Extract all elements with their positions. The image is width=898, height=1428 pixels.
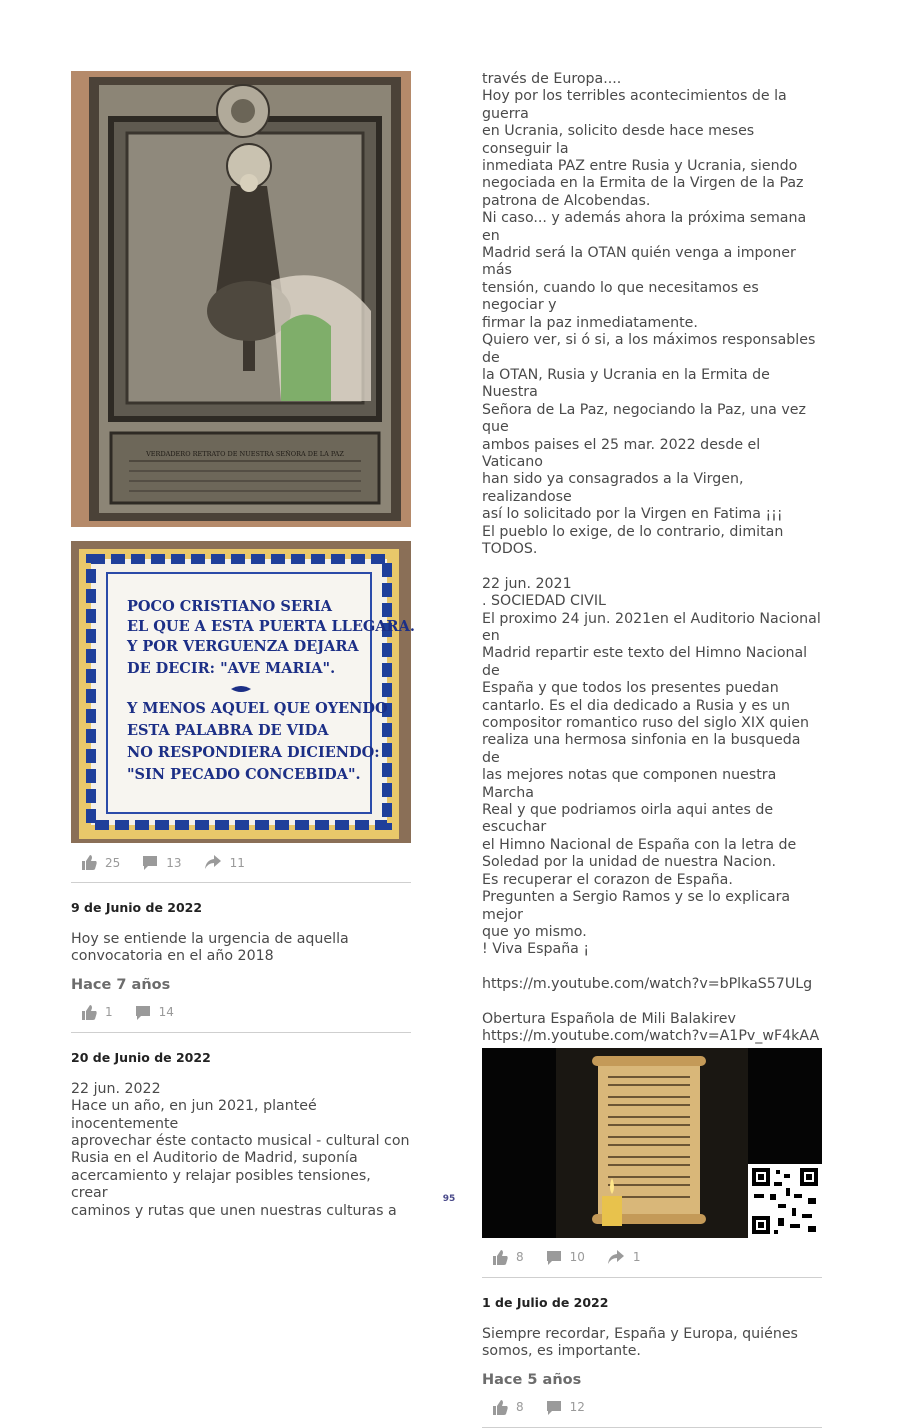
- comment-button[interactable]: [135, 1005, 174, 1020]
- comment-count: 14: [158, 1005, 174, 1020]
- right-column: [482, 71, 822, 1428]
- tile-line-2: EL QUE A ESTA PUERTA LLEGARA.: [127, 618, 415, 635]
- comment-icon: [546, 1400, 562, 1415]
- video-thumbnail[interactable]: [482, 1048, 822, 1238]
- post-stats: [482, 1388, 822, 1428]
- like-button[interactable]: [492, 1250, 524, 1265]
- tile-plaque-photo: [71, 541, 415, 843]
- post-stats: [71, 843, 411, 883]
- post-date: 1 de Julio de 2022: [482, 1294, 609, 1310]
- share-icon: [204, 855, 222, 870]
- like-count: 8: [516, 1400, 524, 1415]
- share-count: 1: [632, 1250, 641, 1265]
- post-continued-text: través de Europa.... Hoy por los terribles acontecimientos de la guerra en Ucrania, solicito desde hace meses conseguir la inmediata PAZ entre Rusia y Ucrania, siendo negociada en la Ermita de la Virgen de la Paz patrona de Alcobendas. Ni caso... y además ahora la próxima semana en Madrid será la OTAN quién venga a imponer más tensión, cuando lo que necesitamos es negociar y firmar la paz inmediatamente. Quiero ver, si ó si, a los máximos responsables de la OTAN, Rusia y Ucrania en la Ermita de Nuestra Señora de La Paz, negociando la Paz, una vez que ambos paises el 25 mar. 2022 desde el Vaticano han sido ya consagrados a la Virgen, realizandose así lo solicitado por la Virgen en Fatima ¡¡¡ El pueblo lo exige, de lo contrario, dimitan TODOS. 22 jun. 2021 . SOCIEDAD CIVIL El proximo 24 jun. 2021en el Auditorio Nacional en Madrid repartir este texto del Himno Nacional de España y que todos los presentes puedan cantarlo. Es el dia dedicado a Rusia y es un compositor romantico ruso del siglo XIX quien realiza una hermosa sinfonia en la busqueda de las mejores notas que componen nuestra Marcha Real y que podriamos oirla aqui antes de escuchar el Himno Nacional de España con la letra de Soledad por la unidad de nuestra Nacion. Es recuperar el corazon de España. Pregunten a Sergio Ramos y se lo explicara mejor que yo mismo. ! Viva España ¡ https://m.youtube.com/watch?v=bPlkaS57ULg Obertura Española de Mili Balakirev https://m.youtube.com/watch?v=A1Pv_wF4kAA: [482, 71, 821, 1045]
- thumbs-up-icon: [492, 1400, 508, 1415]
- like-button[interactable]: [81, 855, 120, 870]
- tile-line-3: Y POR VERGUENZA DEJARA: [127, 638, 359, 655]
- comment-button[interactable]: [142, 855, 181, 870]
- comment-button[interactable]: [546, 1250, 585, 1265]
- thumbs-up-icon: [81, 855, 97, 870]
- comment-count: 10: [569, 1250, 585, 1265]
- thumbs-up-icon: [492, 1250, 508, 1265]
- post-text: Siempre recordar, España y Europa, quiénes somos, es importante.: [482, 1325, 798, 1360]
- comment-icon: [546, 1250, 562, 1265]
- share-icon: [607, 1250, 625, 1265]
- share-count: 11: [229, 855, 245, 870]
- post-text: Hoy se entiende la urgencia de aquella convocatoria en el año 2018: [71, 931, 349, 965]
- post-stats: [482, 1238, 822, 1278]
- tile-line-4: DE DECIR: "AVE MARIA".: [127, 660, 336, 677]
- framed-print-photo: [71, 71, 411, 527]
- post-date: 20 de Junio de 2022: [71, 1049, 211, 1065]
- like-button[interactable]: [81, 1005, 113, 1020]
- like-count: 25: [105, 855, 121, 870]
- tile-line-5: Y MENOS AQUEL QUE OYENDO: [127, 700, 388, 717]
- tile-line-6: ESTA PALABRA DE VIDA: [127, 722, 329, 739]
- like-count: 1: [105, 1005, 113, 1020]
- share-button[interactable]: [607, 1250, 641, 1265]
- comment-button[interactable]: [546, 1400, 585, 1415]
- like-count: 8: [516, 1250, 524, 1265]
- post-age: Hace 7 años: [71, 976, 171, 993]
- left-column: [71, 71, 415, 1220]
- thumbs-up-icon: [81, 1005, 97, 1020]
- post-date: 9 de Junio de 2022: [71, 900, 203, 915]
- post-age: Hace 5 años: [482, 1371, 582, 1388]
- page-number: 95: [442, 1194, 456, 1204]
- share-button[interactable]: [204, 855, 245, 870]
- comment-count: 12: [569, 1400, 585, 1415]
- tile-line-1: POCO CRISTIANO SERIA: [127, 598, 332, 615]
- comment-count: 13: [166, 855, 182, 870]
- like-button[interactable]: [492, 1400, 524, 1415]
- post-stats: [71, 993, 411, 1033]
- tile-line-8: "SIN PECADO CONCEBIDA".: [127, 766, 361, 783]
- comment-icon: [135, 1005, 151, 1020]
- print-caption: VERDADERO RETRATO DE NUESTRA SEÑORA DE LA PAZ: [146, 450, 344, 458]
- post-text: 22 jun. 2022 Hace un año, en jun 2021, planteé inocentemente aprovechar éste contacto musical - cultural con Rusia en el Auditorio de Madrid, suponía acercamiento y relajar posibles tensiones, crear caminos y rutas que unen nuestras culturas a: [71, 1080, 410, 1219]
- comment-icon: [142, 855, 158, 870]
- tile-line-7: NO RESPONDIERA DICIENDO:: [127, 744, 380, 761]
